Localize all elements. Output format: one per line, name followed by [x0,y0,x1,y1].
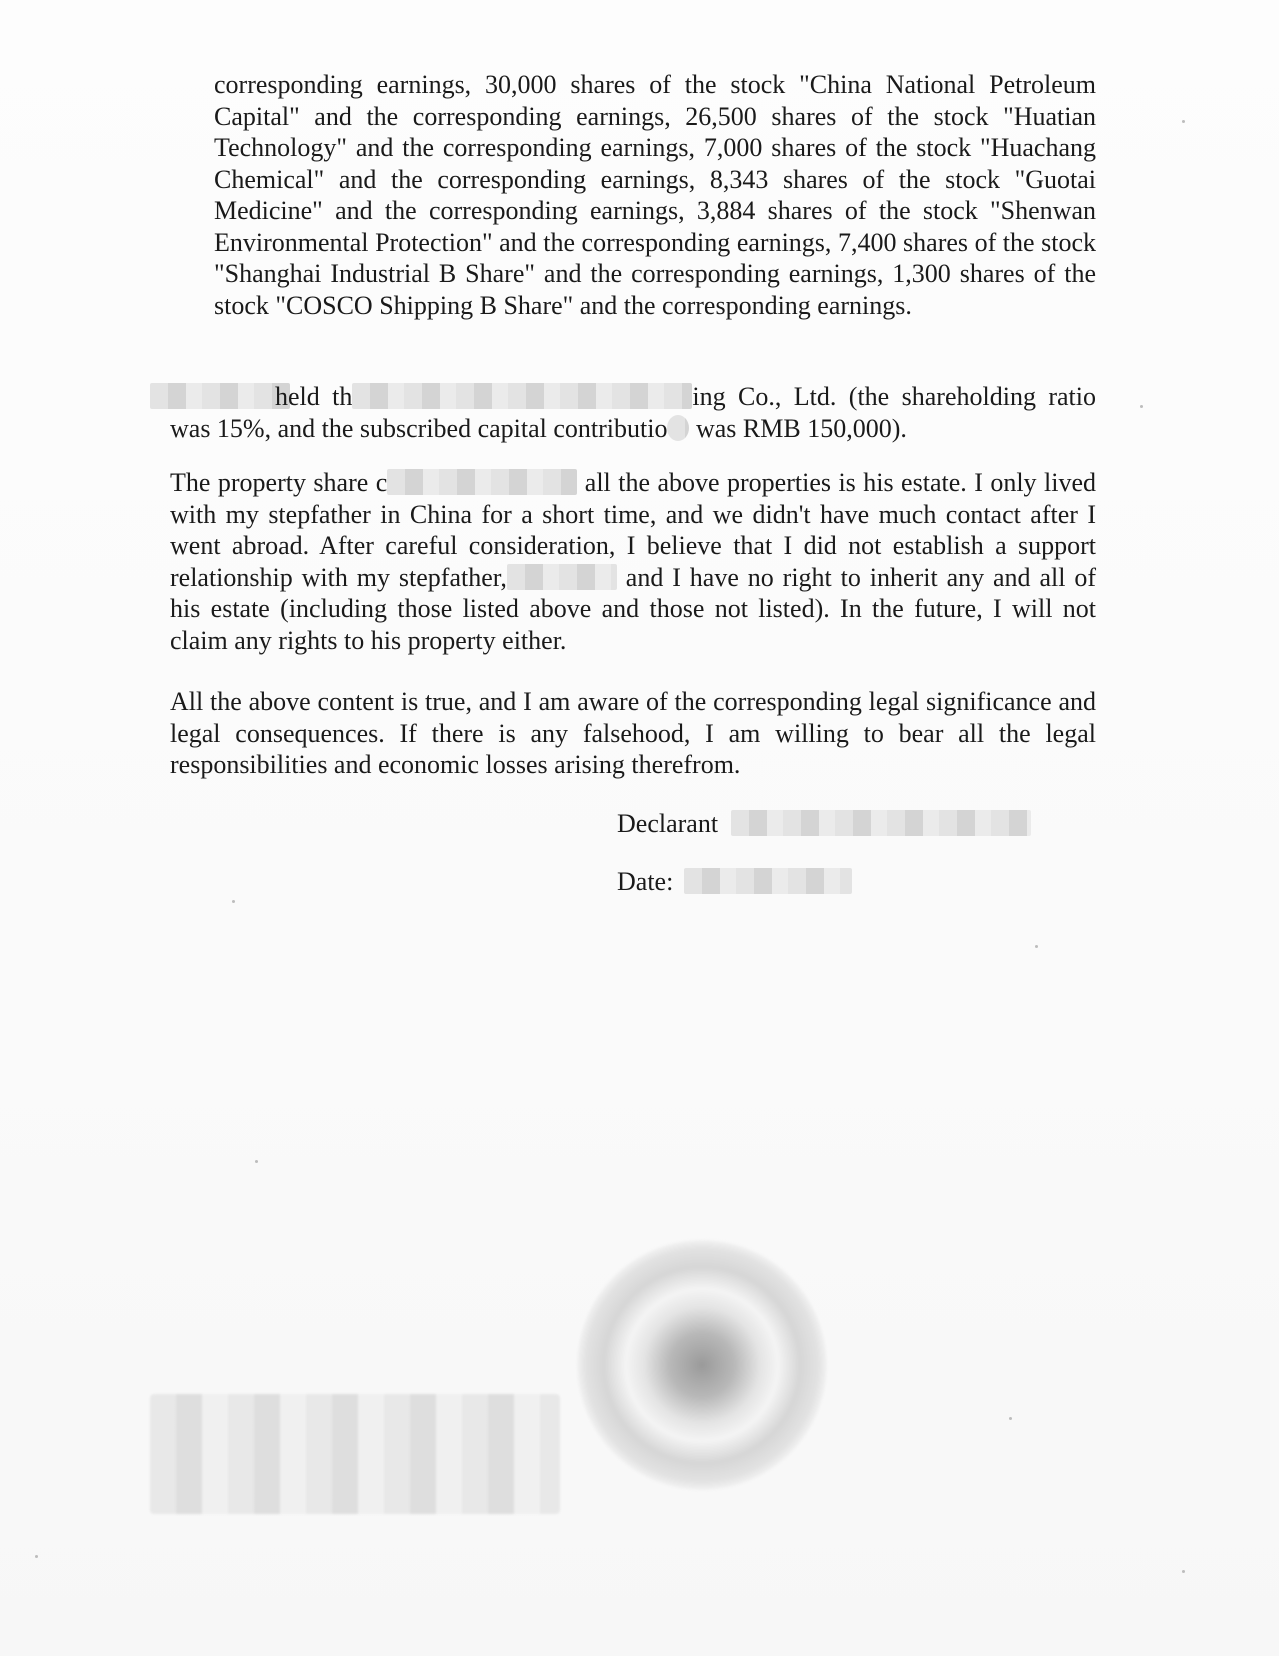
redacted-stepfather-name [507,564,617,590]
official-seal-redacted [577,1240,827,1490]
paragraph-estate-part-b: all the above properties is his estate. I only lived with my stepfather in China for a short time, and we didn't have much contact after I went abroad. After careful consideration, I believe that I did not establish a support relationship with my stepfather, [170,468,1097,592]
paper-speck [1140,405,1143,408]
paragraph-stock-holdings: corresponding earnings, 30,000 shares of the stock "China National Petroleum Capital" and the corresponding earnings, 26,500 shares of the stock "Huatian Technology" and the corresponding earnings, 7,000 shares of the stock "Huachang Chemical" and the corresponding earnings, 8,343 shares of the stock "Guotai Medicine" and the corresponding earnings, 3,884 shares of the stock "Shenwan Environmental Protection" and the corresponding earnings, 7,400 shares of the stock "Shanghai Industrial B Share" and the corresponding earnings, 1,300 shares of the stock "COSCO Shipping B Share" and the corresponding earnings. [214,70,1096,320]
paper-speck [255,1160,258,1163]
paragraph-estate-part-c: and I have no right to inherit any and all of his estate (including those listed above and those not listed). In the future, I will not claim any rights to his property either. [170,562,1097,655]
redacted-company-name [352,383,692,409]
redacted-date-value [684,868,852,894]
paper-speck [1182,120,1185,123]
paragraph-truth-declaration: All the above content is true, and I am aware of the corresponding legal significance and legal consequences. If there is any falsehood, I am willing to bear all the legal responsibilities and economic losses arising therefrom. [170,687,1096,779]
paper-speck [232,900,235,903]
paper-speck [1035,945,1038,948]
redacted-estate-owner [387,469,577,495]
paragraph-shareholding [170,381,1096,444]
signature-redacted [150,1394,560,1514]
paragraph-estate-part-a: The property share c [170,468,388,497]
paper-speck [1009,1417,1012,1420]
redacted-declarant-name [731,810,1031,836]
paper-speck [1182,1570,1185,1573]
paragraph-estate-statement [170,467,1096,656]
paragraph-shareholding-part-c: was RMB 150,000). [695,413,907,443]
paragraph-shareholding-part-b: ing Co., Ltd. (the shareholding ratio was 15%, and the subscribed capital contributio [170,382,1096,443]
declarant-line [617,808,1031,840]
date-label: Date: [617,867,674,896]
redacted-fragment [667,415,689,441]
declarant-label: Declarant [617,809,719,838]
paragraph-shareholding-part-a: held th [275,382,353,411]
date-line [617,866,852,898]
paper-speck [35,1555,38,1558]
